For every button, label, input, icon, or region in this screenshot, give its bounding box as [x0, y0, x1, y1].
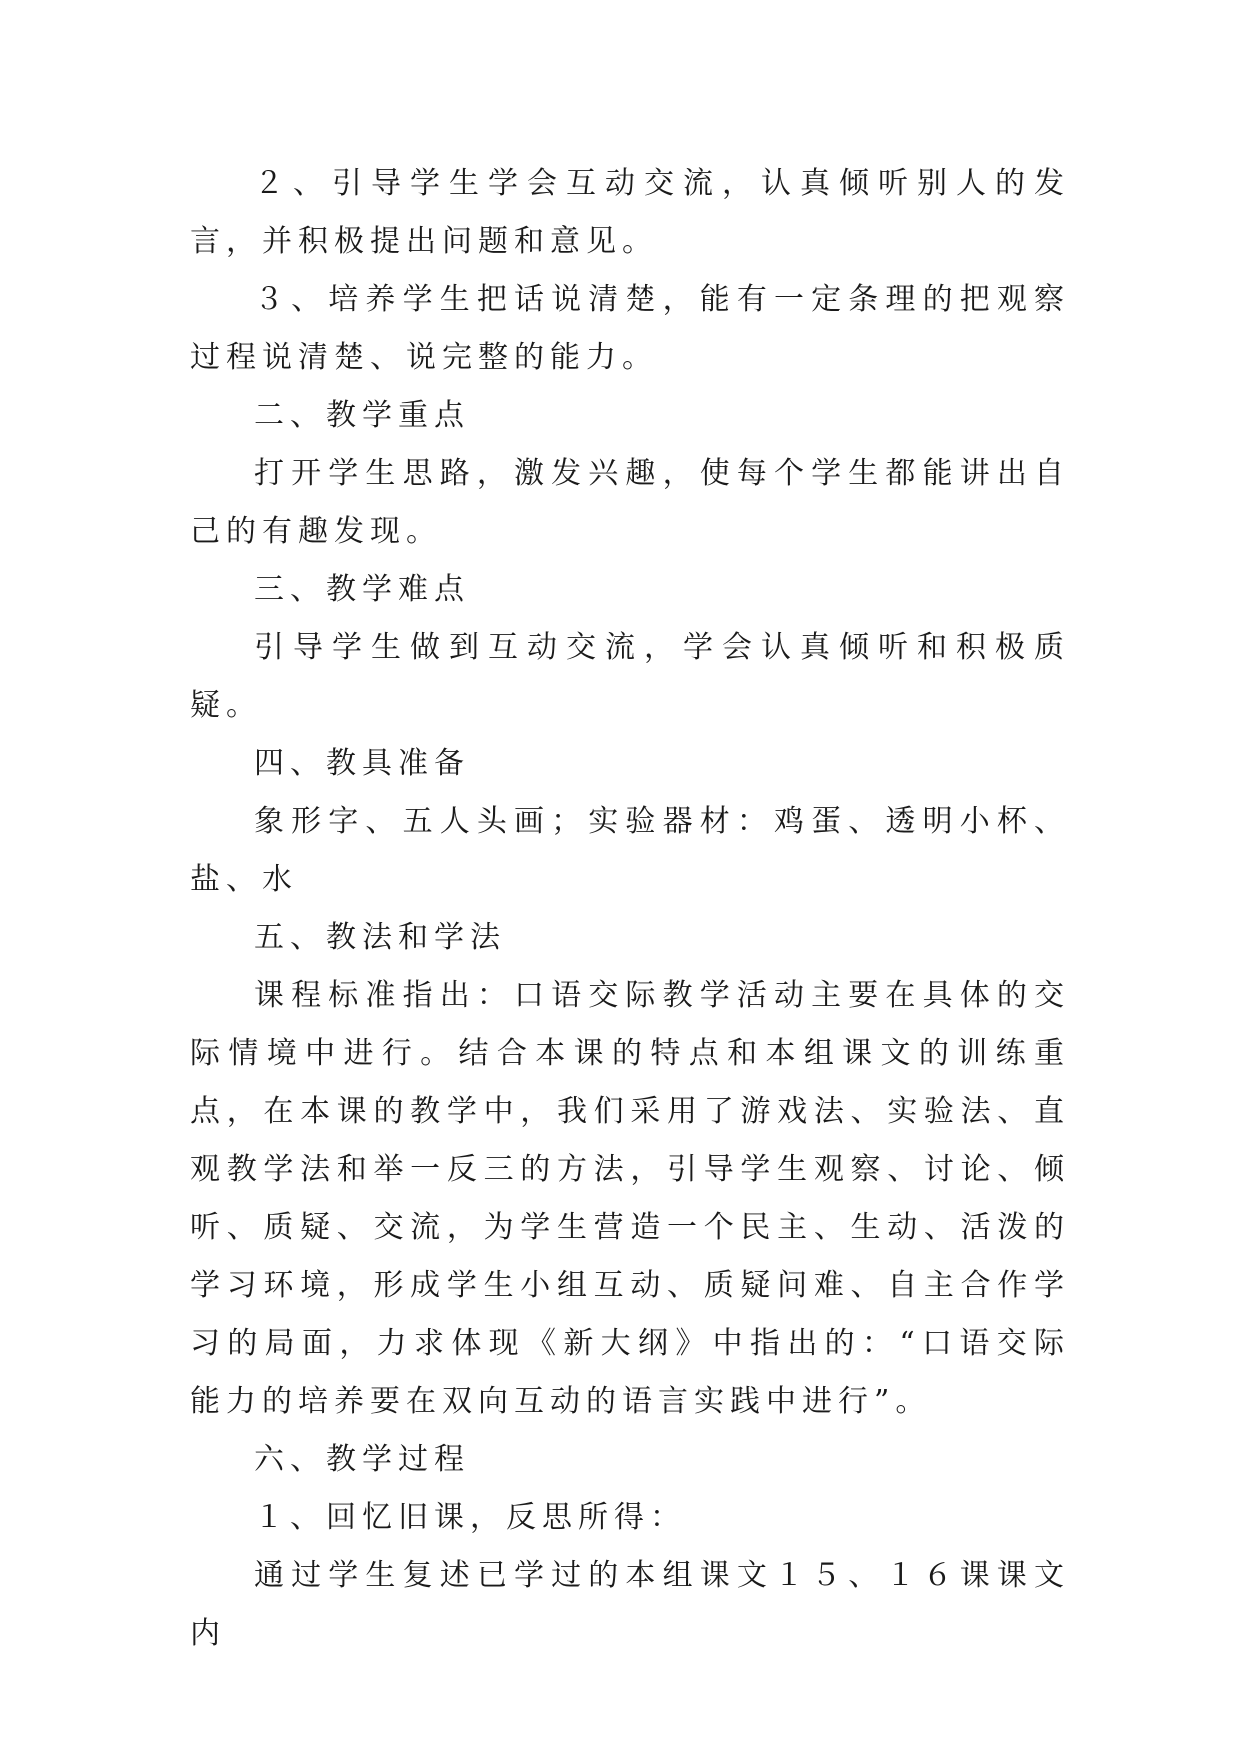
- heading-process: 六、教学过程: [254, 1442, 470, 1477]
- heading-materials: 四、教具准备: [254, 746, 470, 781]
- paragraph-process-detail: 通过学生复述已学过的本组课文１５、１６课课文内: [190, 1558, 1070, 1651]
- paragraph-difficulties: 引导学生做到互动交流，学会认真倾听和积极质疑。: [190, 630, 1070, 723]
- paragraph-goal-3: ３、培养学生把话说清楚，能有一定条理的把观察过程说清楚、说完整的能力。: [190, 282, 1070, 375]
- heading-methods: 五、教法和学法: [254, 920, 506, 955]
- paragraph-materials: 象形字、五人头画；实验器材：鸡蛋、透明小杯、盐、水: [190, 804, 1070, 897]
- paragraph-methods: 课程标准指出：口语交际教学活动主要在具体的交际情境中进行。结合本课的特点和本组课文的训练重点，在本课的教学中，我们采用了游戏法、实验法、直观教学法和举一反三的方法，引导学生观察、讨论、倾听、质疑、交流，为学生营造一个民主、生动、活泼的学习环境，形成学生小组互动、质疑问难、自主合作学习的局面，力求体现《新大纲》中指出的：“口语交际能力的培养要在双向互动的语言实践中进行”。: [190, 978, 1070, 1419]
- paragraph-goal-2: ２、引导学生学会互动交流，认真倾听别人的发言，并积极提出问题和意见。: [190, 166, 1070, 259]
- paragraph-key-points: 打开学生思路，激发兴趣，使每个学生都能讲出自己的有趣发现。: [190, 456, 1070, 549]
- document-body: [190, 155, 1070, 1663]
- paragraph-process-step-1: １、回忆旧课，反思所得：: [254, 1500, 686, 1535]
- heading-key-points: 二、教学重点: [254, 398, 470, 433]
- heading-difficulties: 三、教学难点: [254, 572, 470, 607]
